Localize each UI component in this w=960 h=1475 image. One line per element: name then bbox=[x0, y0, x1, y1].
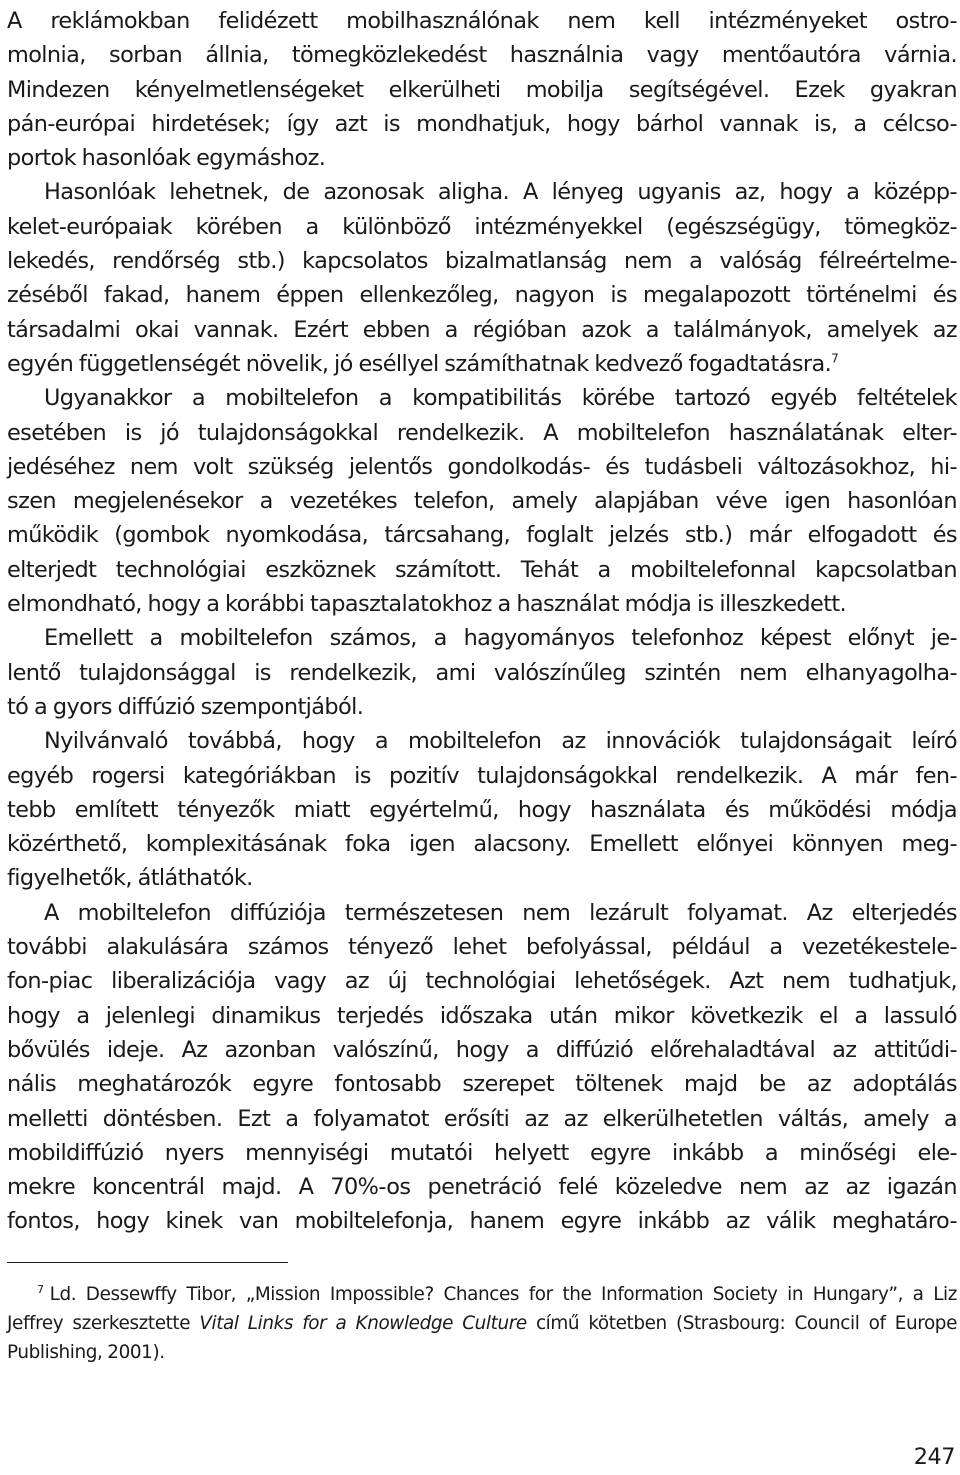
text-line: Emellett a mobiltelefon számos, a hagyományos telefonhoz képest előnyt je- bbox=[44, 625, 957, 652]
text-line: lekedés, rendőrség stb.) kapcsolatos bizalmatlanság nem a valóság félreértelme- bbox=[7, 248, 957, 275]
book-title: Vital Links for a Knowledge Culture bbox=[199, 1313, 527, 1334]
footnote bbox=[7, 1280, 957, 1367]
text-line: fon-piac liberalizációja vagy az új technológiai lehetőségek. Azt nem tudhatjuk, bbox=[7, 968, 957, 995]
footnote-text: Ld. Dessewffy Tibor, „Mission Impossible? Chances for the Information Society in Hungary”, a Liz bbox=[49, 1284, 957, 1305]
text-line: bővülés ideje. Az azonban valószínű, hogy a diffúzió előrehaladtával az attitűdi- bbox=[7, 1036, 957, 1063]
text-line: Mindezen kényelmetlenségeket elkerülheti mobilja segítségével. Ezek gyakran bbox=[7, 76, 957, 103]
footnote-reference: 7 bbox=[831, 351, 839, 366]
text-line: lentő tulajdonsággal is rendelkezik, ami valószínűleg szintén nem elhanyagolha- bbox=[7, 659, 957, 686]
text-line: figyelhetők, átláthatók. bbox=[7, 865, 253, 892]
text-line: jedéséhez nem volt szükség jelentős gondolkodás- és tudásbeli változásokhoz, hi- bbox=[7, 453, 957, 480]
text-line: elterjedt technológiai eszköznek számított. Tehát a mobiltelefonnal kapcsolatban bbox=[7, 556, 957, 583]
text-line: egyéb rogersi kategóriákban is pozitív tulajdonságokkal rendelkezik. A már fen- bbox=[7, 762, 957, 789]
text-line: tebb említett tényezők miatt egyértelmű, hogy használata és működési módja bbox=[7, 796, 957, 823]
text-line: melletti döntésben. Ezt a folyamatot erősíti az az elkerülhetetlen váltás, amely a bbox=[7, 1105, 957, 1132]
text-line: társadalmi okai vannak. Ezért ebben a régióban azok a találmányok, amelyek az bbox=[7, 316, 957, 343]
text-line: esetében is jó tulajdonságokkal rendelkezik. A mobiltelefon használatának elter- bbox=[7, 419, 957, 446]
text-line-with-footnote-ref bbox=[7, 347, 957, 381]
footnote-number: 7 bbox=[37, 1282, 44, 1296]
text-line: működik (gombok nyomkodása, tárcsahang, foglalt jelzés stb.) már elfogadott és bbox=[7, 522, 957, 549]
text-line: közérthető, komplexitásának foka igen alacsony. Emellett előnyei könnyen meg- bbox=[7, 831, 957, 858]
text-line: kelet-európaiak körében a különböző intézményekkel (egészségügy, tömegköz- bbox=[7, 213, 957, 240]
text-line: molnia, sorban állnia, tömegközlekedést használnia vagy mentőautóra várnia. bbox=[7, 42, 957, 69]
text-line: Ugyanakkor a mobiltelefon a kompatibilitás körébe tartozó egyéb feltételek bbox=[44, 385, 957, 412]
text-line: A reklámokban felidézett mobilhasználónak nem kell intézményeket ostro- bbox=[7, 8, 957, 34]
text-line: pán-európai hirdetések; így azt is mondhatjuk, hogy bárhol vannak is, a célcso- bbox=[7, 110, 957, 137]
footnote-divider bbox=[7, 1262, 288, 1263]
body-text bbox=[7, 4, 957, 1239]
text-line: A mobiltelefon diffúziója természetesen nem lezárult folyamat. Az elterjedés bbox=[44, 899, 957, 926]
text-line: egyén függetlenségét növelik, jó eséllyel számíthatnak kedvező fogadtatásra. bbox=[7, 350, 832, 377]
text-line: tó a gyors diffúzió szempontjából. bbox=[7, 693, 364, 720]
text-line: elmondható, hogy a korábbi tapasztalatokhoz a használat módja is illeszkedett. bbox=[7, 591, 847, 618]
text-line: portok hasonlóak egymáshoz. bbox=[7, 145, 326, 172]
text-line: nális meghatározók egyre fontosabb szerepet töltenek majd be az adoptálás bbox=[7, 1071, 957, 1098]
footnote-text: című kötetben (Strasbourg: Council of Europe bbox=[526, 1313, 957, 1334]
footnote-line bbox=[7, 1309, 957, 1338]
text-line: hogy a jelenlegi dinamikus terjedés időszaka után mikor következik el a lassuló bbox=[7, 1002, 957, 1029]
text-line: szen megjelenésekor a vezetékes telefon, amely alapjában véve igen hasonlóan bbox=[7, 488, 957, 515]
text-line: Nyilvánvaló továbbá, hogy a mobiltelefon az innovációk tulajdonságait leíró bbox=[44, 728, 957, 755]
text-line: mobildiffúzió nyers mennyiségi mutatói helyett egyre inkább a minőségi ele- bbox=[7, 1139, 957, 1166]
text-line: fontos, hogy kinek van mobiltelefonja, hanem egyre inkább az válik meghatáro- bbox=[7, 1208, 957, 1235]
text-line: mekre koncentrál majd. A 70%-os penetráció felé közeledve nem az az igazán bbox=[7, 1174, 957, 1201]
text-line: további alakulására számos tényező lehet befolyással, például a vezetékestele- bbox=[7, 934, 957, 961]
text-line: zéséből fakad, hanem éppen ellenkezőleg, nagyon is megalapozott történelmi és bbox=[7, 282, 957, 309]
footnote-text: Jeffrey szerkesztette bbox=[7, 1313, 200, 1334]
footnote-line bbox=[7, 1280, 957, 1309]
footnote-line: Publishing, 2001). bbox=[7, 1342, 165, 1363]
text-line: Hasonlóak lehetnek, de azonosak aligha. A lényeg ugyanis az, hogy a középp- bbox=[44, 179, 957, 206]
page-number: 247 bbox=[913, 1444, 955, 1470]
